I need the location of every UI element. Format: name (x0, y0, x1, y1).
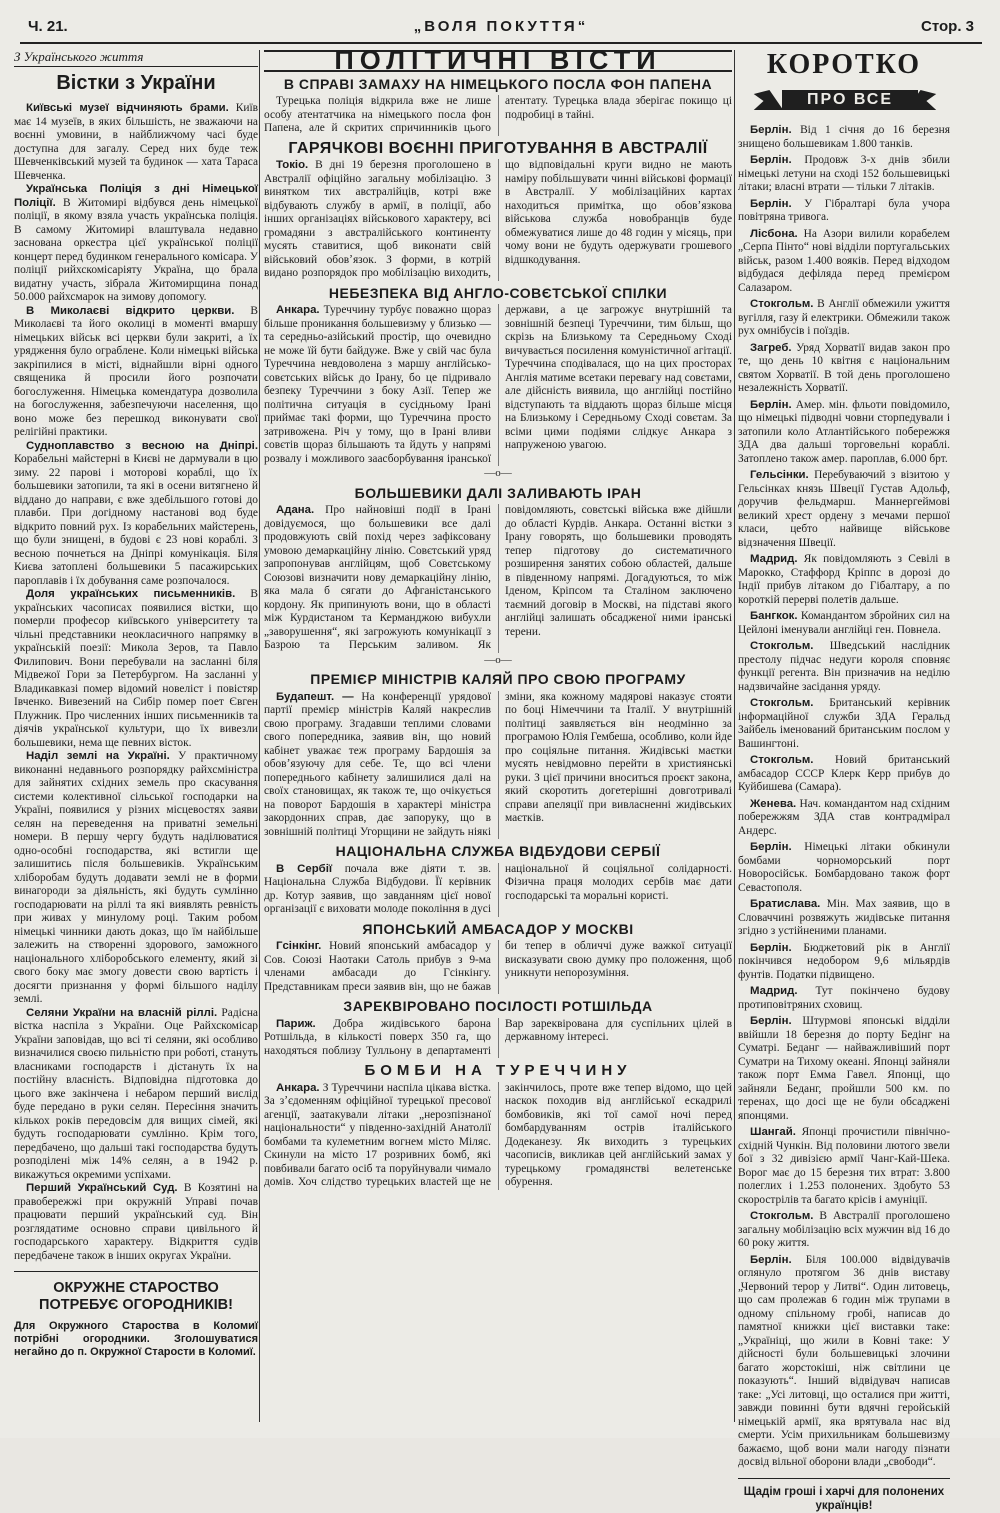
political-news-banner: ПОЛІТИЧНІ ВІСТИ (264, 50, 732, 72)
article-dateline: Париж. (276, 1017, 316, 1030)
article-dateline: Гсінкінг. (276, 940, 322, 952)
brief-item (738, 342, 950, 396)
brief-text: Новий британський амбасадор СССР Клерк Керр прибув до Куйбишева (Самара). (738, 754, 950, 793)
brief-text: Командантом збройних сил на Цейлоні іменували англійці ген. Повнела. (738, 610, 950, 636)
brief-item (738, 1015, 950, 1123)
article-dateline: Будапешт. — (276, 690, 354, 703)
news-paragraph (14, 102, 258, 183)
article-title: БОМБИ НА ТУРЕЧЧИНУ (364, 1062, 632, 1079)
brief-text: Мін. Мах заявив, що в Словаччині розвяжуть жидівське питання згідно з устійненими планами. (738, 898, 950, 937)
brief-city: Стокгольм. (750, 1210, 814, 1222)
article-dateline: В Сербії (276, 862, 333, 875)
brief-text: Нач. командантом над східним побережжям ЗДА став контрадмірал Андерс. (738, 797, 950, 837)
article-content: В дні 19 березня проголошено в Австралії офіційно загальну мобілізацію. З винятком тих австралійців, котрі вже відбувають службу в армії, в поліції, або інших організаціях військового характеру, всі громадяни з австралійського континенту мусять ставитися, щоб виконати свій військовий обовʼязок. З форми, в котрій видано розпорядок про мобілізацію виходить, що відповідальні круги видно не мають наміру побільшувати чинні військові формації в Австралії. У мобілізаційних картах находиться примітка, що обовʼязкова військова служба новобранців буде обмежуватися лише до 48 годин у місяць, при чому вони не будуть одержувати грошевого відшкодування. (264, 159, 732, 279)
brief-city: Стокгольм. (750, 754, 814, 766)
political-articles (264, 75, 732, 1190)
news-lead: Доля українських письменників. (26, 588, 236, 600)
article-title: ЗАРЕКВІРОВАНО ПОСІЛОСТІ РОТШІЛЬДА (343, 998, 653, 1014)
brief-item (738, 1210, 950, 1251)
article-title: ЯПОНСЬКИЙ АМБАСАДОР У МОСКВІ (362, 920, 634, 937)
column-rule-2 (734, 50, 735, 1422)
ornament: —о— (484, 653, 512, 666)
article-text (264, 940, 732, 994)
news-text: В Житомирі відбувся день німецької поліції, в якому взяла участь українська поліція. В самому Житомирі влаштувала недавно заснована оркестра цієї української поліції концерт перед будинком генерального комісара. У поліції рийхскомісаріяту Україна, що брала видатну участь, зібрала Житомирщина понад 50.000 райхсмарок на зимову допомогу. (14, 196, 258, 303)
article-text (264, 95, 732, 136)
notice-text: Для Окружного Староства в Коломиї потрібні огородники. Зголошуватися негайно до п. Окружної Старости в Коломиї. (14, 1320, 258, 1358)
news-paragraph (14, 305, 258, 440)
brief-item (738, 610, 950, 637)
article-text (264, 1018, 732, 1059)
article-body (264, 691, 732, 840)
article-title: НАЦІОНАЛЬНА СЛУЖБА ВІДБУДОВИ СЕРБІЇ (335, 843, 661, 859)
brief-item (738, 697, 950, 751)
logo-line-2: ПРО ВСЕ (782, 90, 918, 110)
article-title: НЕБЕЗПЕКА ВІД АНГЛО-СОВЄТСЬКОЇ СПІЛКИ (328, 284, 668, 301)
brief-text: Продовж 3-х днів збили німецькі летуни на сході 152 большевицькі літаки; власні втрати — тільки 7 літаків. (738, 154, 950, 193)
news-text: В Козятині на правобережжі при окружній Управі почав працювати перший український суд. Він розглядатиме основно справи цивільного й господарського характеру. Відкриття судів передбачене також в інших округах України. (14, 1182, 258, 1262)
brief-city: Берлін. (750, 941, 792, 954)
news-lead: Селяни України на власній ріллі. (26, 1006, 218, 1019)
brief-text: Уряд Хорватії видав закон про те, що день 10 квітня є національним святом Хорватії. В той день проголошено незалежність Хорватії. (738, 341, 950, 394)
brief-text: Як повідомляють з Севілі в Марокко, Стаффорд Кріппс в дорозі до Індії прибув літаком до Гібалтару, а по короткій перерві полетів дальше. (738, 553, 950, 606)
article-body (264, 504, 732, 653)
notice-heading: ОКРУЖНЕ СТАРОСТВО ПОТРЕБУЄ ОГОРОДНИКІВ! (39, 1280, 233, 1313)
brief-item (738, 553, 950, 607)
article (264, 1000, 732, 1058)
section-headline: Вістки з України (56, 71, 216, 94)
brief-item (738, 1254, 950, 1470)
brief-city: Бангкок. (750, 610, 798, 622)
brief-item (738, 298, 950, 339)
brief-item (738, 124, 950, 151)
brief-text: У Гібралтарі була учора повітряна тривога. (738, 197, 950, 223)
issue-number: Ч. 21. (28, 18, 68, 35)
article-body (264, 1018, 732, 1059)
article (264, 1064, 732, 1190)
brief-item (738, 640, 950, 694)
news-text: В українських часописах появилися вістки, що померли професор київського університету та чільні представники неокласичного напрямку в українській поезії: Микола Зеров, та Павло Филипович. Вони перебували на засланні біля Мідвежої Гори за Петербургом. На засланні у Владикавказі помер відомий новеліст і повістяр Івченко. Вивезений на Сибір помер поет Євген Плужник. Про численних інших письменників та діячів української культури, що їх вивезли большевики, нема ще певних вісток. (14, 588, 258, 749)
article-text (264, 504, 732, 653)
news-paragraph (14, 588, 258, 750)
brief-item (738, 154, 950, 195)
article (264, 284, 732, 481)
article-title: В СПРАВІ ЗАМАХУ НА НІМЕЦЬКОГО ПОСЛА ФОН ПАПЕНА (283, 75, 713, 92)
brief-text: Від 1 січня до 16 березня знищено большевикам 1.800 танків. (738, 124, 950, 150)
logo-line-1: КОРОТКО (766, 49, 922, 80)
article-body (264, 95, 732, 136)
brief-city: Мадрид. (750, 985, 798, 997)
news-paragraph (14, 440, 258, 589)
brief-text: Перебуваючий з візитою у Гельсінках князь Швеції Густав Адольф, доручив фельдмарш. Маннергеймові великий хрест ордену з мечами першої класи, цебто найвище військове відзначення Швеції. (738, 469, 950, 549)
brief-city: Стокгольм. (750, 697, 814, 709)
news-lead: Українська Поліція з дні Німецької Поліції. (14, 183, 258, 209)
divider (14, 1271, 258, 1272)
article (264, 845, 732, 917)
news-paragraph (14, 183, 258, 305)
brief-item (738, 228, 950, 296)
article-dateline: Анкара. (276, 304, 320, 316)
article-dateline: Адана. (276, 504, 315, 516)
column-ukraine-news (14, 50, 258, 1425)
column-rule-1 (259, 50, 260, 1422)
column-briefly (738, 49, 950, 1512)
article-text (264, 159, 732, 281)
news-paragraph (14, 750, 258, 1007)
article-text (264, 691, 732, 840)
brief-city: Шангай. (750, 1126, 796, 1138)
brief-city: Лісбона. (750, 227, 798, 240)
brief-city: Гельсінки. (750, 469, 809, 481)
article-text (264, 304, 732, 466)
article-dateline: Анкара. (276, 1081, 320, 1094)
brief-city: Берлін. (750, 1253, 792, 1266)
brief-city: Братислава. (750, 898, 821, 910)
ukraine-news-list (14, 102, 258, 1263)
article-content: Туреччину турбує поважно щораз більше проникання большевизму у близько — та середньо-азійський простір, що очевидно не може їй бути байдуже. Вже у свій час була Туреччина невдоволена з маршу англійсько-совєтських військ до Ірану, бо це підривало безпеку Туреччини з боку Азії. Тепер же політична ситуація в сусідньому Ірані приймає такі форми, що Туреччина просто затривожена. Річ у тому, що в Ірані вливи совєтів щораз більшають та йдуть у напрямі розвалу і можливого заасборбування іранської держави, а це загрожує внутрішній та зовнішній безпеці Туреччини, тим більш, що скрізь на Близькому та Середньому Сході вичувається посилення комуністичної агітації. Туреччина сподівалася, що на цих просторах Англія матиме всетаки перевагу над совєтами, але дійсність виявила, що англійці постійно відступають та віддають щораз більше місця на Близькому і Середньому Сході совєтам. За всіми цими подіями слідкує Анкара з напруженою увагою. (264, 304, 732, 465)
page-number: Стор. 3 (921, 18, 974, 35)
brief-city: Берлін. (750, 197, 792, 210)
news-text: Київ має 14 музеїв, в яких більшість, не зважаючи на воєнні умовини, в найближчому часі буде доступна для загалу. Серед них буде теж Шевченківський музей та будинок — хата Тараса Шевченка. (14, 102, 258, 182)
article-content: На конференції урядової партії премієр міністрів Каляй накреслив свою програму. Згадавши теплими словами свого попередника, заявив він, що новий кабінет уважає теж програму Бардошія за обовʼязуючу для себе. Те, що всі члени попереднього кабінету залишилися далі на своїх становищах, як також те, що очікується на поворот Бардошія в характері міністра закордонних справ, дає запоруку, що в зовнішній політиці Угорщини не зайдуть ніякі зміни, яка кожному мадярові наказує стояти по боці Німеччини та Італії. У внутрішній політиці заявляється він неодмінно за програмою Юлія Гембеша, особливо, коли йде про соціяльне питання. Жидівські маєтки мусять невідмовно перейти в християнські руки. З цієї причини вноситься проєкт закона, який скоротить догетерішні довготривалі справи апеляції при вивласненні жидівських маєтків. (264, 690, 732, 838)
article-body (264, 159, 732, 281)
brief-city: Загреб. (750, 341, 792, 354)
news-lead: Наділ землі на Україні. (26, 750, 170, 762)
article-body (264, 863, 732, 917)
brief-item (738, 798, 950, 839)
brief-text: В Англії обмежили ужиття вугілля, газу й електрики. Обмежили також рух омнібусів і поїздів. (738, 298, 950, 337)
briefly-list (738, 124, 950, 1470)
brief-text: Британський керівник інформаційної служби ЗДА Геральд Зайбель іменований британським послом у Вашингтоні. (738, 697, 950, 750)
brief-item (738, 1126, 950, 1207)
article-content: почала вже діяти т. зв. Національна Служба Відбудови. Її керівник др. Котур заявив, що завданням цієї нової організації є виховати молоде покоління в дусі національної й соціяльної солідарності. Фізична праця молодих сербів має дати господарські та моральні користі. (264, 862, 732, 915)
brief-text: Німецькі літаки обкинули бомбами чорноморський порт Новоросійськ. Бомбардовано також форт Севастополя. (738, 841, 950, 894)
brief-item (738, 985, 950, 1012)
article-text (264, 863, 732, 917)
brief-city: Мадрид. (750, 553, 798, 565)
article-body (264, 940, 732, 994)
brief-city: Женева. (750, 797, 797, 810)
article-title: БОЛЬШЕВИКИ ДАЛІ ЗАЛИВАЮТЬ ІРАН (354, 484, 642, 501)
brief-city: Берлін. (750, 841, 792, 853)
news-lead: Київські музеї відчиняють брами. (26, 102, 229, 114)
news-text: У практичному виконанні недавнього розпорядку райхсміністра для зайнятих східних земель про скасування системи колективної сільської господарки на Україні, появилися у різних місцевостях заяви селян на переведення на приватні земельні номери. В першу чергу будуть наділюватися одно-особні господарства, які встигли ще залишитись після большевиків. Українським хліборобам будуть додавати землі не в форми винагороди за діяльність, які будуть сумлінно господарювати на ріллі та які виявлять ревність при живах у минулому році. Таким робом німецькі чинники дають доказ, що їм найбільше залежить на створенні здорового, заможного національного хліборобського елементу, який зі свого боку має змогу довести свою вартість і досягти признання у формі більшого наділу землі. (14, 750, 258, 1005)
brief-item (738, 898, 950, 939)
article-content: Новий японський амбасадор у Сов. Союзі Наотаки Сатоль прибув з 9-ма членами амбасади до Гсінкінгу. Представникам преси заявив він, що не бажав би тепер в обличчі дуже важкої ситуації висказувати свою думку про положення, щоб уникнути непорозуміння. (264, 940, 732, 993)
news-paragraph (14, 1007, 258, 1183)
masthead (20, 16, 982, 44)
news-lead: Судноплавство з весною на Дніпрі. (26, 439, 258, 452)
article-body (264, 304, 732, 466)
article (264, 920, 732, 995)
brief-city: Берлін. (750, 398, 792, 411)
brief-city: Стокгольм. (750, 298, 814, 310)
news-paragraph (14, 1182, 258, 1263)
brief-item (738, 754, 950, 795)
brief-city: Стокгольм. (750, 640, 814, 652)
article (264, 673, 732, 839)
appeal-note: Щадім гроші і харчі для полонених українців! (738, 1478, 950, 1513)
brief-text: В Австралії проголошено загальну мобілізацію всіх мужчин від 16 до 60 року життя. (738, 1210, 950, 1249)
brief-text: На Азори вилили корабелем „Серпа Пінто“ нові відділи португальських військ, разом 1.400 вояків. Перед відходом відбудася дефіляда перед премієром Салазаром. (738, 227, 950, 294)
section-tag: З Українського життя (14, 50, 258, 67)
brief-text: Біля 100.000 відвідувачів оглянуло протягом 36 днів виставу „Червоний терор у Литві“. Один литовець, що сам пролежав 6 годин між трупами в одному спільному гробі, написав до памятної книжки цієї виставки таке: „Україніці, що жили в Ковні таке: У дійсності були большевицькі злочини багато жорстокіші, ніж світлини це показують“. Інший відвідувач написав таке: „Усі литовці, що осталися при житті, завжди повинні бути вдячні геройській німецькій армії, яка врятувала нас від смерти. Усім прихильникам большевизму бажаємо, щоб вони мали нагоду пізнати досвід вільної оборони влади „свободи“. (738, 1253, 950, 1468)
brief-text: Бюджетовий рік в Англії покінчився недобором 9,6 мільярдів фунтів. Податки підвищено. (738, 941, 950, 981)
brief-item (738, 841, 950, 895)
brief-city: Берлін. (750, 124, 792, 136)
article-content: Добра жидівського барона Ротшільда, в кількості поверх 350 га, що находяться поблизу Тулльону в департаменті Вар зареквірована для суспільних цілей в державному інтересі. (264, 1017, 732, 1057)
news-text: Корабельні майстерні в Києві не дармували в цю зиму. 22 парові і моторові кораблі, що їх большевики затопили, та які в осени витягнено й віддано до направи, є вже здебільшого готові до плавби. При догідному настанові вод буде відкрито повний рух. Із корабельних майстерень, що були знищені, в будові є 23 нові кораблі. З весною почнеться на Дніпрі комунікація. Біля Києва затоплені большевики 5 пасажирських пароплавів і їх добування саме розпочалося. (14, 453, 258, 587)
news-text: Радісна вістка наспіла з України. Оце Райхскомісар України заповідав, що всі ті селяни, які особливо визначилися своєю пильністю при роботі, стануть власниками господарств і дістануть їх на постійну власність. Відповідна підготовка до цього вже закінчена і небаром перший вислід буде передано в руки селян. Пересіння значить кількох років передовсім для вищих сімей, які будуть господарювати сумлінно. Крім того, передбачено, що дальші такі господарства будуть розподілені між 14% селян, а в 1942 р. викажуться окремими успіхами. (14, 1006, 258, 1181)
brief-city: Берлін. (750, 154, 792, 166)
ornament: —о— (484, 467, 512, 479)
news-text: В Миколаєві та його околиці в моменті вмаршу німецьких військ всі церкви були закриті, а їх урядження було ограблене. Коли німецькі війська закріпилися в місті, віднайшли вірні одного священика й просили його розпочати богослуження. Німецька комендатура дозволила на богослуження, забезпечуючи населення, що воно може без перешкод виконувати свої релігійні практики. (14, 304, 258, 438)
article-text (264, 1082, 732, 1190)
news-lead: Перший Український Суд. (26, 1182, 178, 1194)
column-political-news (264, 45, 732, 1425)
brief-item (738, 198, 950, 225)
article (264, 75, 732, 136)
article-content: Про найновіші події в Ірані довідуємося, що большевики все далі продовжують свій похід через зафіксовану умовою демаркаційну лінію. Совєтський уряд запропонував англійцям, щоб Совєтському Союзові визначити нову демаркаційну лінію, яка мала б сягати до Афганістанського кордону. Як припинують вони, що в області між Курдистаном та Керманджою вибухли „заворушення“, які загрожують комунікації з Базрою та Перським заливом. Як повідомляють, совєтські війська вже дійшли до області Курдів. Анкара. Останні вістки з Ірану говорять, що большевики проводять тепер підготову до систематичного розширення занятих собою областей, дальше в південному напрямі. Догадуються, то між Іденом, Кріпсом та Сталіном заключено таємний договір в Москві, на підставі якого англійці залишать обсадженої ними іранські терени. (264, 504, 732, 651)
article-dateline: Токіо. (276, 159, 309, 171)
article (264, 484, 732, 668)
brief-text: Тут покінчено будову протиповітряних сховищ. (738, 985, 950, 1011)
brief-item (738, 942, 950, 983)
article-title: ГАРЯЧКОВІ ВОЄННІ ПРИГОТУВАННЯ В АВСТРАЛІЇ (288, 139, 708, 157)
brief-text: Шведський наслідник престолу підчас недуги короля сповняє функції регента. Він призначив на неділю надзвичайне засідання уряду. (738, 640, 950, 693)
brief-text: Японці прочистили північно-східній Чункін. Від половини лютого звели бої з 32 дивізією армії Чанг-Кай-Шека. Ворог має до 15 березня тих втрат: 3.800 полеглих і 1.253 полонених. Здобуто 53 скорострілів та багато крісів і амуніції. (738, 1126, 950, 1206)
brief-text: Амер. мін. фльоти повідомило, що німецькі підводні човни сторпедували і затопили коло Атлантійського побережжя ЗДА два дальші торговельні кораблі. Затоплено також амер. пароплав, 6.000 брт. (738, 398, 950, 465)
newspaper-title: „ВОЛЯ ПОКУТТЯ“ (413, 18, 589, 35)
brief-city: Берлін. (750, 1015, 792, 1027)
brief-item (738, 469, 950, 550)
article-title: ПРЕМІЄР МІНІСТРІВ КАЛЯЙ ПРО СВОЮ ПРОГРАМУ (310, 671, 686, 687)
article-body (264, 1082, 732, 1190)
brief-text: Штурмові японські відділи ввійшли 18 березня до порту Бедінг на Суматрі. Беданг — найважливіший порт Суматри на Тихому океані. Японці зайняли також порт Емма Гавел. Японці, що зайняли Беданг, пройшли 500 км. по теренах, що досі ще не були обсаджені японцями. (738, 1015, 950, 1122)
article (264, 139, 732, 281)
brief-item (738, 399, 950, 467)
article-content: З Туреччини наспіла цікава вістка. За зʼєдоменням офіційної турецької пресової агенції, заатакували літаки „нерозпізнаної національности“ у південно-західній Анатолії бомбами та кулеметним вогнем місто Міляс. Скинули на місто 17 розривних бомб, які повбивали багато осіб та поруйнували чимало домів. Хоч слідство турецьких властей ще не закінчилось, проте вже тепер відомо, що цей наскок походив від англійської ескадрилі бомбовиків, які тої самої ночі перед бомбардуванням острів італійського Додеканезу. Як виходить з турецьких часописів, викликав цей англійський замах у турецькому громадянстві велетенське обурення. (264, 1081, 732, 1188)
news-lead: В Миколаєві відкрито церкви. (26, 304, 235, 317)
article-content: Турецька поліція відкрила вже не лише особу атентатчика на німецького посла фон Папена, але й скритих спричинників цього атентату. Турецька влада зберігає покищо ці подробиці в тайні. (264, 95, 732, 134)
briefly-logo (740, 49, 948, 116)
